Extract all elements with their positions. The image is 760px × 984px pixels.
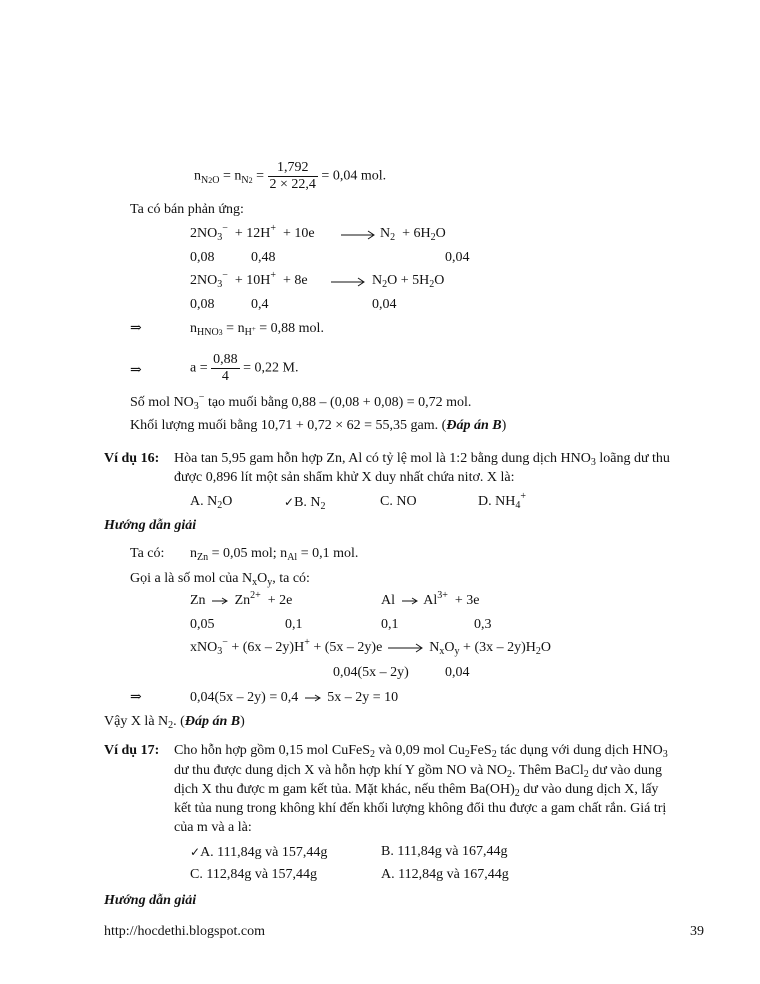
example-16-line-1: Hòa tan 5,95 gam hỗn hợp Zn, Al có tỷ lệ mol là 1:2 bằng dung dịch $HNO_3$ loãng dư thu xyxy=(174,451,670,468)
footer-url[interactable]: http://hocdethi.blogspot.com xyxy=(104,924,265,939)
sol16-value-4: 0,3 xyxy=(474,617,492,632)
eq-n-hno3: $n_{HNO3} = n_{H^+} = 0,88$ mol. xyxy=(190,321,324,338)
sol16-al-reaction: Al $Al^{3+} + 3e$ xyxy=(381,590,480,608)
reaction-1-products: $N_2 + 6H_2O$ xyxy=(380,226,446,243)
half-reactions-intro: Ta có bán phản ứng: xyxy=(130,202,244,217)
reaction-arrow-icon xyxy=(209,596,231,606)
arrow-icon xyxy=(302,693,324,703)
example-17-label: Ví dụ 17: xyxy=(104,743,160,758)
example-16-option-c: C. NO xyxy=(380,494,417,509)
reaction-2-value-c: 0,04 xyxy=(372,297,397,312)
sol16-taco: Ta có: xyxy=(130,546,165,561)
line-mass: Khối lượng muối bằng 10,71 + 0,72 × 62 = 55,35 gam. (Đáp án B) xyxy=(130,418,507,433)
reaction-2-products: $N_2O + 5H_2O$ xyxy=(372,273,445,290)
fraction: $\frac{0,88}{4}$ xyxy=(213,352,238,384)
sol16-value-6: 0,04 xyxy=(445,665,470,680)
implies-icon: ⇒ xyxy=(130,363,142,378)
checkmark-icon: ✓ xyxy=(284,495,295,509)
example-16-line-2: được 0,896 lít một sản shẩm khử X duy nhất chứa nitơ. X là: xyxy=(174,470,515,485)
reaction-1-values: 0,08 xyxy=(190,250,215,265)
example-17-option-a: ✓A. 111,84g và 157,44g xyxy=(190,845,328,860)
reaction-2: $2NO_3^- + 10H^+ + 8e$ xyxy=(190,270,308,290)
implies-icon: ⇒ xyxy=(130,690,142,705)
guide-heading-2: Hướng dẫn giải xyxy=(104,893,197,908)
eq-a: a = $\frac{0,88}{4}$ = 0,22 M. xyxy=(190,352,299,384)
sol16-zn-reaction: Zn $Zn^{2+} + 2e$ xyxy=(190,590,293,608)
sol16-reaction-3: xNO$_3$− + (6x – 2y)H+ + (5x – 2y)e $N_xO_y + (3x - 2y)H_2O$ xyxy=(190,637,552,657)
example-17-option-c: C. 112,84g và 157,44g xyxy=(190,867,318,882)
example-16-option-d: D. $NH_4^+$ xyxy=(478,491,526,511)
example-16-option-a: A. $N_2O$ xyxy=(190,494,233,511)
example-17-line-5: của m và a là: xyxy=(174,820,252,835)
reaction-2-value-b: 0,4 xyxy=(251,297,269,312)
fraction: $\frac{1,792}{2 \times 22,4}$ xyxy=(269,160,316,192)
checkmark-icon: ✓ xyxy=(190,845,201,859)
reaction-2-value-a: 0,08 xyxy=(190,297,215,312)
reaction-arrow-icon xyxy=(386,643,426,653)
page-number: 39 xyxy=(690,924,704,939)
sol16-value-2: 0,1 xyxy=(285,617,303,632)
example-17-option-b: B. 111,84g và 167,44g xyxy=(381,844,508,859)
reaction-arrow-icon xyxy=(399,596,421,606)
sol16-value-3: 0,1 xyxy=(381,617,399,632)
sol16-moles: $n_{Zn} = 0,05$ mol; $n_{Al} = 0,1$ mol. xyxy=(190,546,359,563)
example-17-line-4: kết tủa nung trong không khí đến khối lượng không đổi thu được a gam chất rắn. Giá trị xyxy=(174,801,667,816)
example-17-line-3: dịch X thu được m gam kết tủa. Mặt khác, nếu thêm $Ba(OH)_2$ dư vào dung dịch X, lấy xyxy=(174,782,659,799)
example-17-line-2: dư thu được dung dịch X và hỗn hợp khí Y gồm NO và $NO_2$. Thêm BaCl$_2$ dư vào dung xyxy=(174,763,663,780)
sol16-value-5: 0,04(5x – 2y) xyxy=(333,665,409,680)
sol16-conclusion: Vậy X là $N_2$. (Đáp án B) xyxy=(104,714,245,731)
guide-heading: Hướng dẫn giải xyxy=(104,518,197,533)
example-16-option-b: ✓B. $N_2$ xyxy=(284,495,326,512)
reaction-arrow-icon xyxy=(340,230,378,240)
reaction-1: $2NO_3^- + 12H^+ + 10e$ xyxy=(190,223,315,243)
line-mol-no3: Số mol $NO_3^-$ tạo muối bằng 0,88 – (0,08 + 0,08) = 0,72 mol. xyxy=(130,392,472,412)
eq-n-n2o: $n_{N2O} = n_{N2}$ = $\frac{1,792}{2 \times 22,4}$ = 0,04 mol. xyxy=(194,160,387,192)
reaction-1-value-c: 0,04 xyxy=(445,250,470,265)
sol16-goi: Gọi a là số mol của $N_xO_y$, ta có: xyxy=(130,571,310,588)
example-17-line-1: Cho hỗn hợp gồm 0,15 mol CuFeS$_2$ và 0,09 mol $Cu_2FeS_2$ tác dụng với dung dịch $HNO_3$ xyxy=(174,743,668,760)
example-17-option-d: A. 112,84g và 167,44g xyxy=(381,867,509,882)
example-16-label: Ví dụ 16: xyxy=(104,451,160,466)
reaction-arrow-icon xyxy=(330,277,368,287)
sol16-equation: 0,04(5x – 2y) = 0,4 5x – 2y = 10 xyxy=(190,690,399,705)
reaction-1-value-b: 0,48 xyxy=(251,250,276,265)
sol16-value-1: 0,05 xyxy=(190,617,215,632)
implies-icon: ⇒ xyxy=(130,321,142,336)
